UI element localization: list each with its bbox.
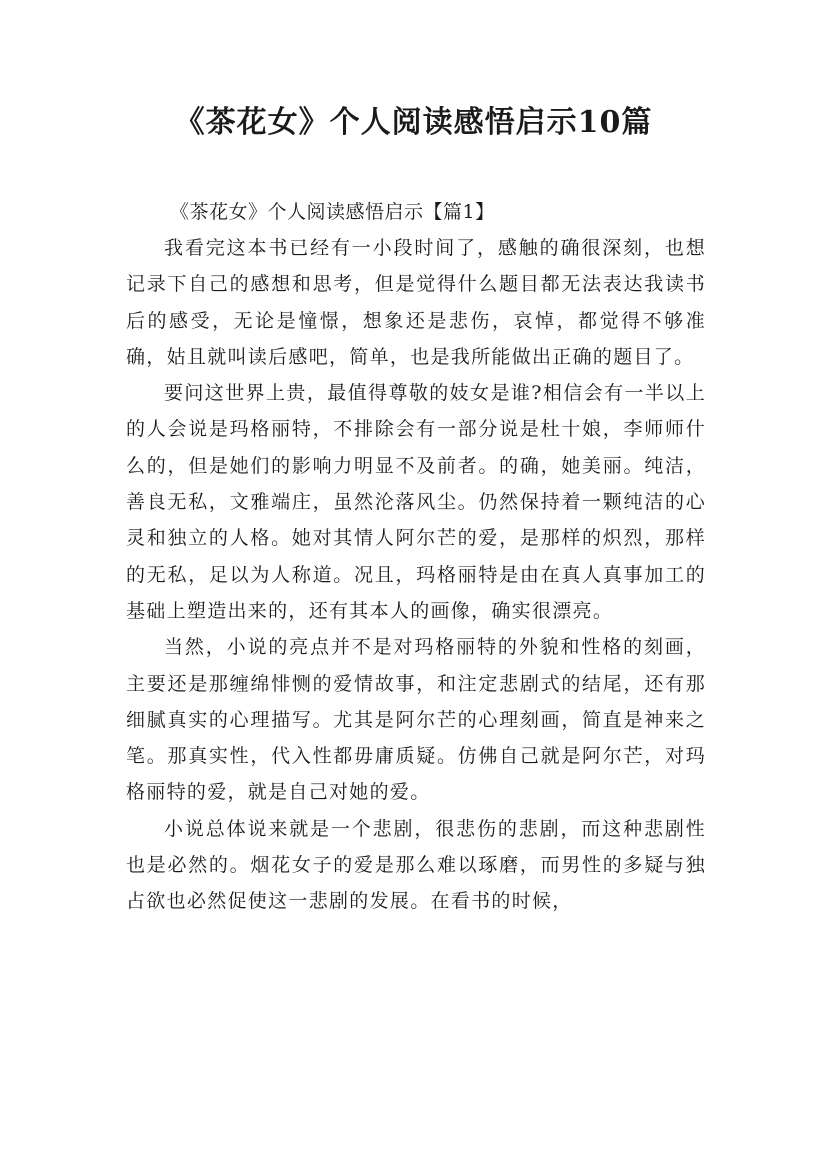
document-title: 《茶花女》个人阅读感悟启示10篇: [174, 105, 653, 140]
paragraph-2: 要问这世界上贵，最值得尊敬的妓女是谁?相信会有一半以上的人会说是玛格丽特，不排除会有一部分说是杜十娘，李师师什么的，但是她们的影响力明显不及前者。的确，她美丽。纯洁，善良无私，文雅端庄，虽然沦落风尘。仍然保持着一颗纯洁的心灵和独立的人格。她对其情人阿尔芒的爱，是那样的炽烈，那样的无私，足以为人称道。况且，玛格丽特是由在真人真事加工的基础上塑造出来的，还有其本人的画像，确实很漂亮。: [126, 382, 706, 622]
section-heading: 《茶花女》个人阅读感悟启示【篇1】: [170, 201, 495, 223]
paragraph-4: 小说总体说来就是一个悲剧，很悲伤的悲剧，而这种悲剧性也是必然的。烟花女子的爱是那么难以琢磨，而男性的多疑与独占欲也必然促使这一悲剧的发展。在看书的时候，: [126, 817, 706, 913]
paragraph-3: 当然，小说的亮点并不是对玛格丽特的外貌和性格的刻画，主要还是那缠绵悱恻的爱情故事，和注定悲剧式的结尾，还有那细腻真实的心理描写。尤其是阿尔芒的心理刻画，简直是神来之笔。那真实性，代入性都毋庸质疑。仿佛自己就是阿尔芒，对玛格丽特的爱，就是自己对她的爱。: [126, 636, 706, 804]
document-body: [126, 194, 706, 920]
paragraph-1: 我看完这本书已经有一小段时间了，感触的确很深刻，也想记录下自己的感想和思考，但是觉得什么题目都无法表达我读书后的感受，无论是憧憬，想象还是悲伤，哀悼，都觉得不够准确，姑且就叫读后感吧，简单，也是我所能做出正确的题目了。: [126, 237, 706, 368]
